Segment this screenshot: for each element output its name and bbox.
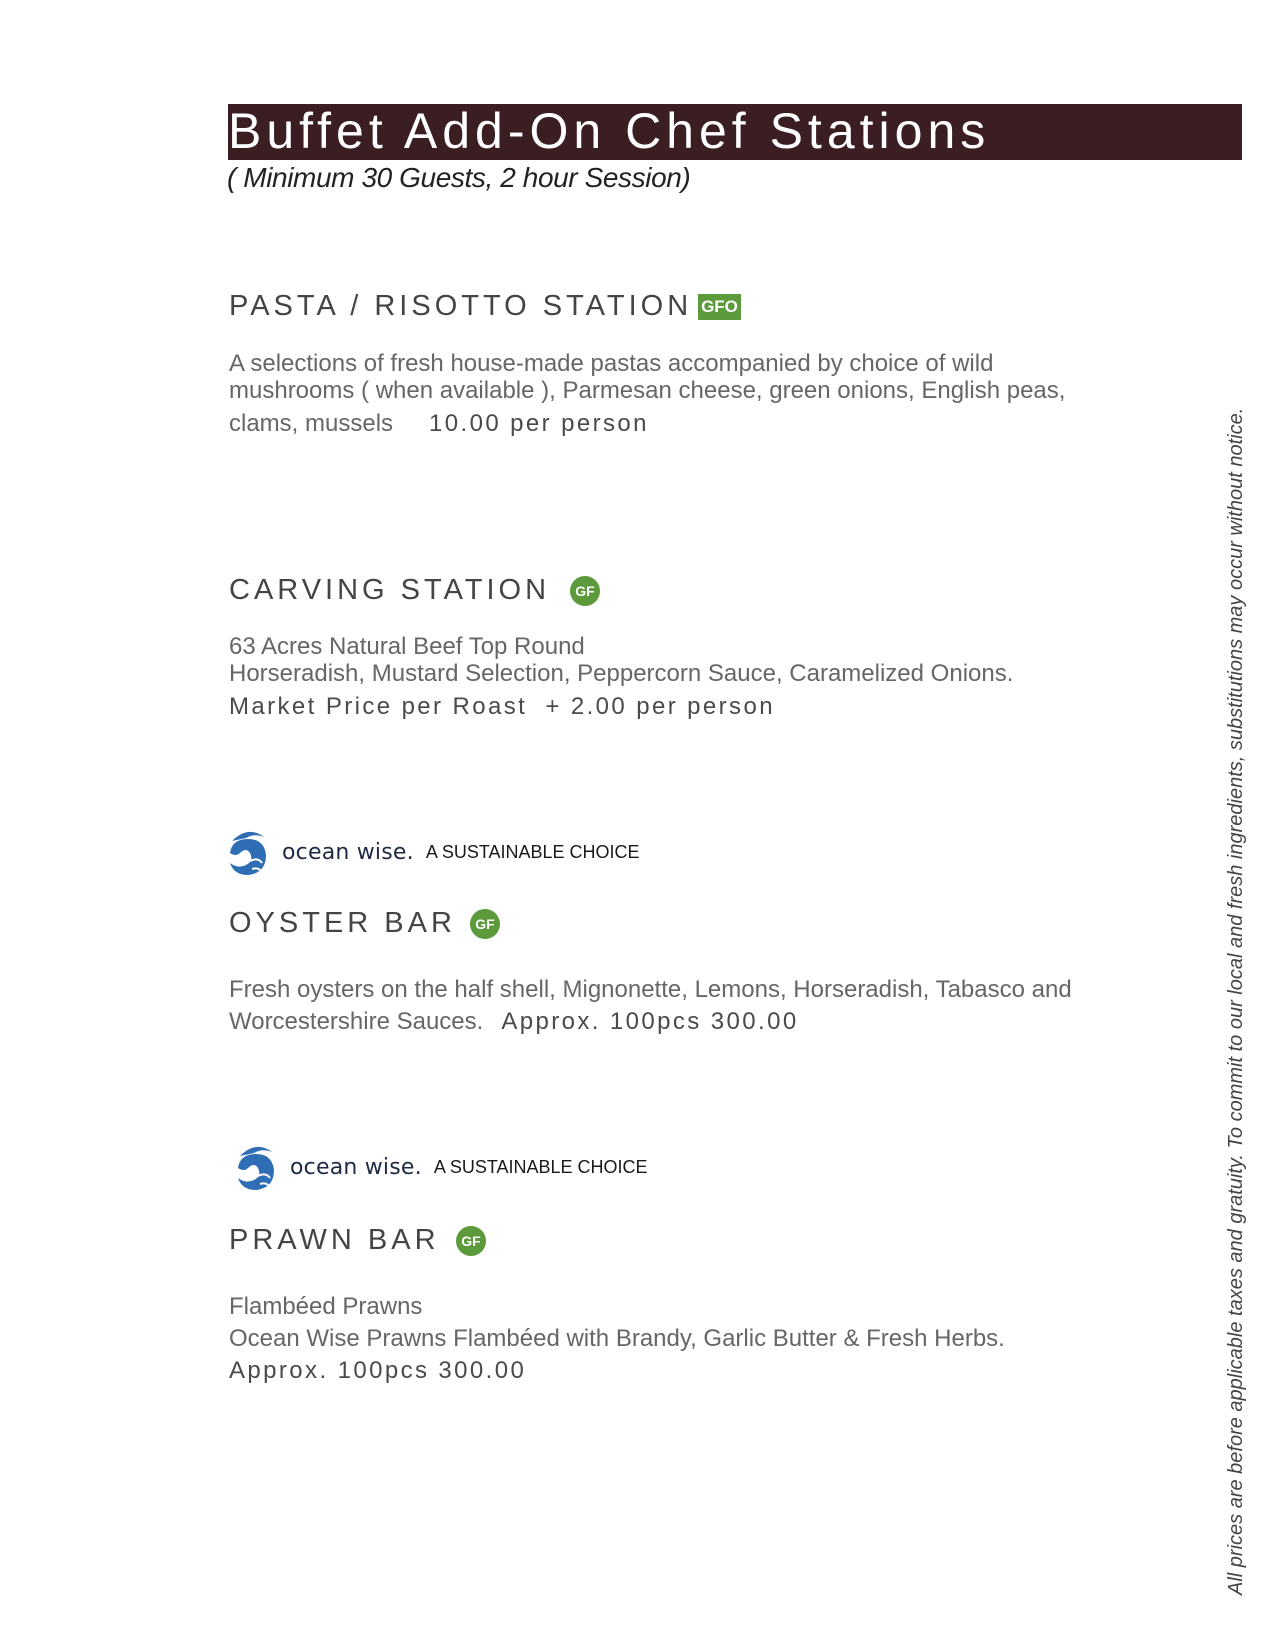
ocean-wise-logo	[224, 825, 640, 879]
prawn-bar-heading: PRAWN BAR	[229, 1224, 440, 1256]
gf-badge: GF	[470, 909, 500, 939]
prawn-bar-description	[229, 1293, 1005, 1384]
description-line: 63 Acres Natural Beef Top Round	[229, 633, 585, 660]
description-line: A selections of fresh house-made pastas accompanied by choice of wild	[229, 350, 994, 377]
description-line: Horseradish, Mustard Selection, Peppercorn Sauce, Caramelized Onions.	[229, 660, 1014, 687]
prawn-bar-price: Approx. 100pcs 300.00	[229, 1357, 527, 1384]
pasta-station-description	[229, 350, 1065, 437]
ocean-wise-wordmark: ocean wise.	[282, 839, 414, 865]
oyster-bar-description	[229, 976, 1072, 1035]
ocean-wise-fish-icon	[224, 825, 272, 879]
page-title: Buffet Add-On Chef Stations	[228, 103, 991, 159]
ocean-wise-wordmark: ocean wise.	[290, 1154, 422, 1180]
gfo-badge: GFO	[698, 294, 741, 320]
pricing-disclaimer: All prices are before applicable taxes and gratuity. To commit to our local and fresh ingredients, substitutions may occur without notice.	[1225, 407, 1247, 1595]
carving-station-price: Market Price per Roast + 2.00 per person	[229, 693, 775, 720]
description-line: Ocean Wise Prawns Flambéed with Brandy, Garlic Butter & Fresh Herbs.	[229, 1325, 1005, 1352]
description-line: Fresh oysters on the half shell, Mignonette, Lemons, Horseradish, Tabasco and	[229, 976, 1072, 1003]
ocean-wise-tagline: A SUSTAINABLE CHOICE	[433, 1156, 648, 1177]
description-line: mushrooms ( when available ), Parmesan cheese, green onions, English peas,	[229, 377, 1066, 404]
gf-badge: GF	[456, 1226, 486, 1256]
gf-badge: GF	[570, 576, 600, 606]
pasta-station-heading: PASTA / RISOTTO STATION	[229, 290, 693, 322]
description-line: Flambéed Prawns	[229, 1293, 423, 1320]
oyster-bar-heading: OYSTER BAR	[229, 907, 456, 939]
description-line: Worcestershire Sauces.	[229, 1008, 484, 1035]
pasta-station-price: 10.00 per person	[429, 410, 649, 437]
oyster-bar-price: Approx. 100pcs 300.00	[501, 1008, 799, 1035]
carving-station-description	[229, 633, 1013, 720]
ocean-wise-fish-icon	[232, 1140, 280, 1194]
ocean-wise-tagline: A SUSTAINABLE CHOICE	[425, 841, 640, 862]
description-line: clams, mussels	[229, 410, 394, 437]
carving-station-heading: CARVING STATION	[229, 574, 551, 606]
ocean-wise-logo	[232, 1140, 648, 1194]
page-subtitle: ( Minimum 30 Guests, 2 hour Session)	[227, 162, 691, 193]
